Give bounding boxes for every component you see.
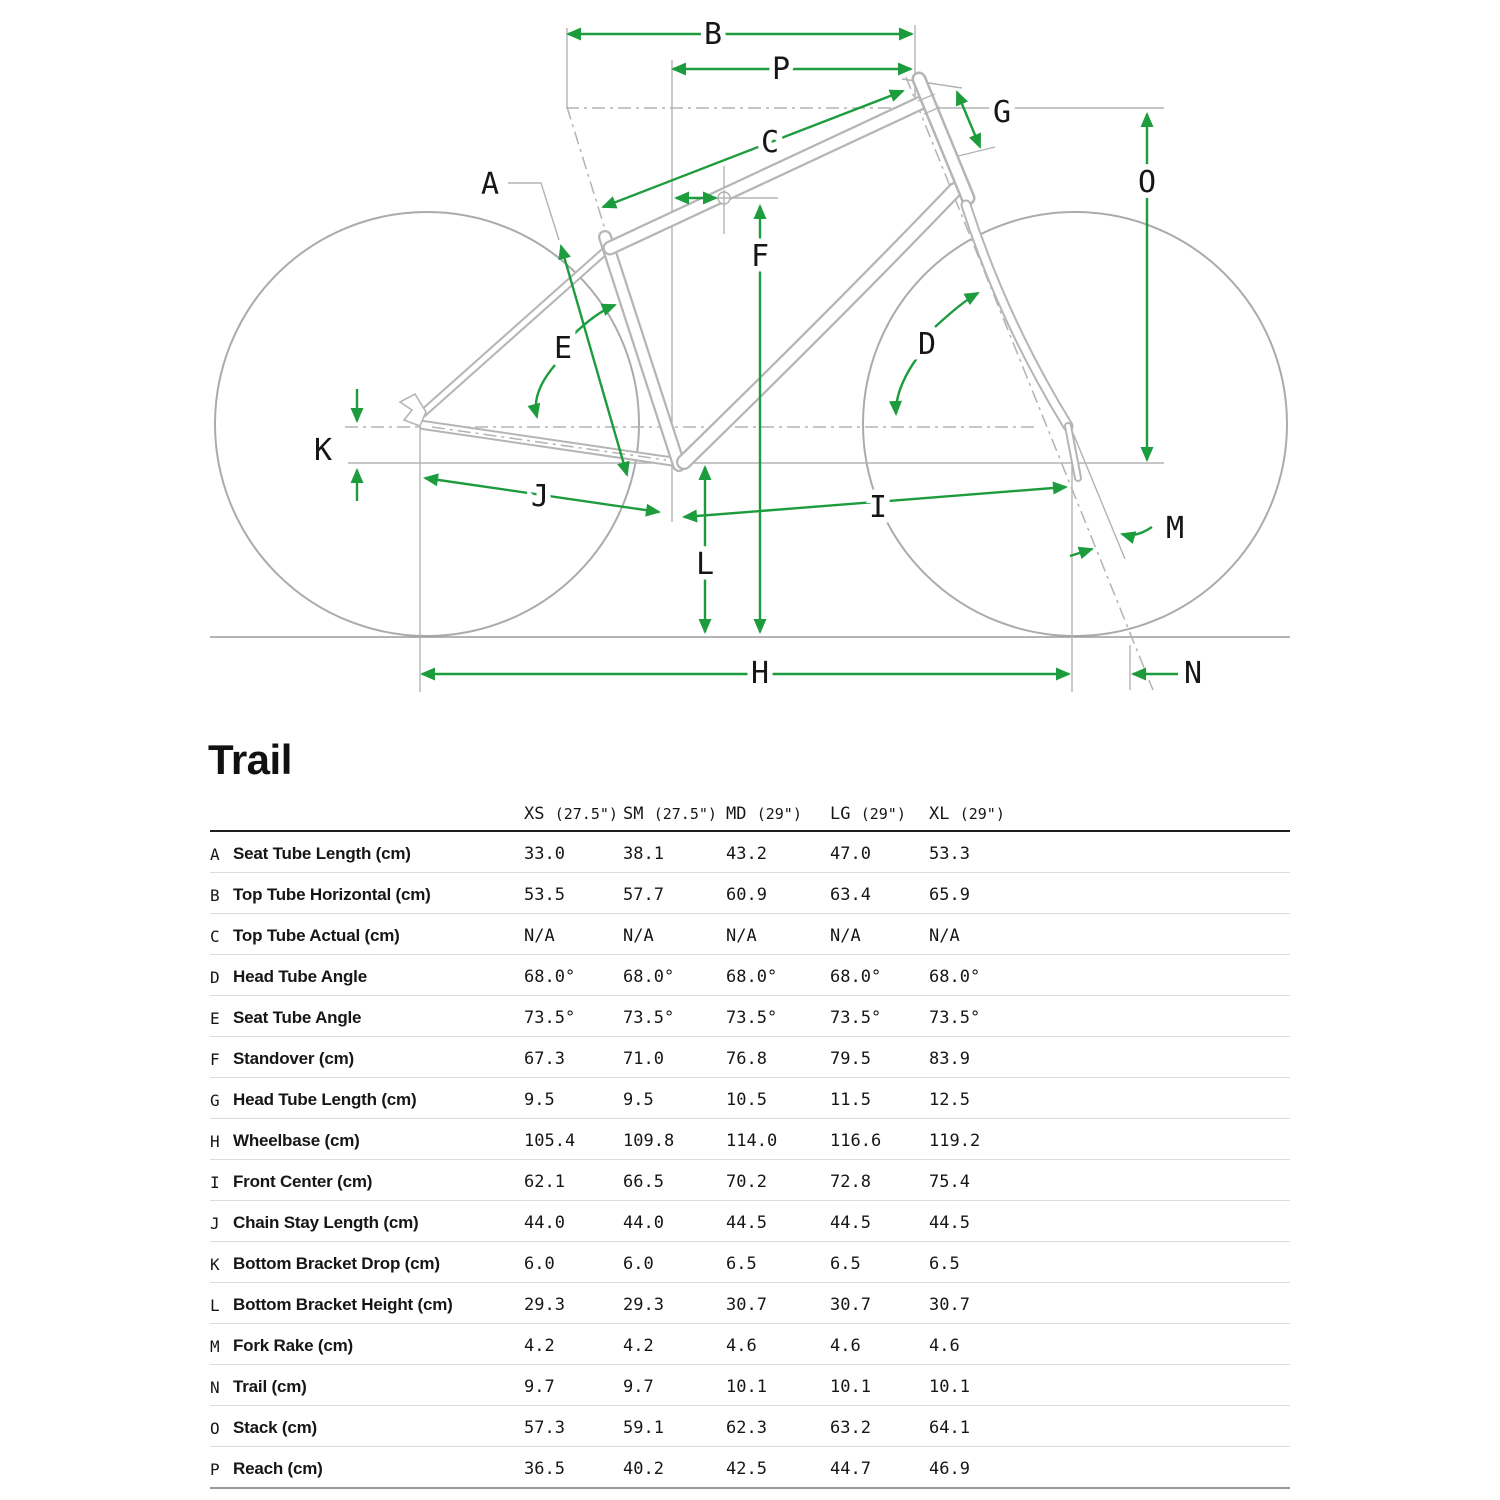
row-value-lg: 11.5 [830,1090,871,1110]
dim-E-seat-angle-arc-upper [571,305,615,337]
row-value-md: 62.3 [726,1418,767,1438]
row-name: Standover (cm) [233,1049,354,1068]
row-value-xl: 68.0° [929,967,981,987]
row-value-xl: 65.9 [929,885,970,905]
row-name: Chain Stay Length (cm) [233,1213,419,1232]
construction-lines [345,25,1164,692]
table-row-f [210,1037,1290,1078]
table-row-b [210,873,1290,914]
row-letter: F [210,1050,220,1069]
row-value-sm: 57.7 [623,885,664,905]
column-header-xl: XL (29") [929,804,1005,824]
row-letter: H [210,1132,220,1151]
header-spacer-letter [210,824,233,830]
column-header-lg: LG (29") [830,804,906,824]
table-row-m [210,1324,1290,1365]
row-value-md: 60.9 [726,885,767,905]
row-value-sm: 6.0 [623,1254,654,1274]
row-letter: K [210,1255,220,1274]
row-value-xl: 12.5 [929,1090,970,1110]
row-name: Seat Tube Angle [233,1008,362,1027]
row-value-lg: N/A [830,926,861,946]
row-value-md: 44.5 [726,1213,767,1233]
row-value-xl: 10.1 [929,1377,970,1397]
row-value-sm: 73.5° [623,1008,675,1028]
row-value-xs: 33.0 [524,844,565,864]
row-letter: P [210,1460,220,1479]
row-value-xl: 64.1 [929,1418,970,1438]
row-value-xs: 62.1 [524,1172,565,1192]
row-value-lg: 63.2 [830,1418,871,1438]
row-letter: J [210,1214,220,1233]
dim-label-k: K [313,433,333,468]
row-value-md: 68.0° [726,967,778,987]
wheels [215,212,1287,636]
row-name: Bottom Bracket Height (cm) [233,1295,453,1314]
dim-label-p: P [771,52,791,87]
row-name: Wheelbase (cm) [233,1131,360,1150]
row-value-xl: 6.5 [929,1254,960,1274]
row-letter: L [210,1296,220,1315]
row-value-xl: 44.5 [929,1213,970,1233]
row-value-xs: 9.5 [524,1090,555,1110]
table-row-d [210,955,1290,996]
row-value-lg: 44.7 [830,1459,871,1479]
row-value-xs: N/A [524,926,555,946]
row-value-sm: N/A [623,926,654,946]
row-value-lg: 4.6 [830,1336,861,1356]
row-value-sm: 29.3 [623,1295,664,1315]
row-value-sm: 40.2 [623,1459,664,1479]
row-value-sm: 71.0 [623,1049,664,1069]
table-row-c [210,914,1290,955]
row-value-md: 10.5 [726,1090,767,1110]
row-letter: I [210,1173,220,1192]
row-letter: G [210,1091,220,1110]
row-value-lg: 6.5 [830,1254,861,1274]
row-value-sm: 9.7 [623,1377,654,1397]
header-spacer-name [233,824,524,830]
table-row-k [210,1242,1290,1283]
row-value-lg: 72.8 [830,1172,871,1192]
table-row-i [210,1160,1290,1201]
row-value-md: 43.2 [726,844,767,864]
dim-label-b: B [703,17,723,52]
rear-dropout [400,394,426,426]
dim-M-axis-pointer [1070,549,1092,556]
table-header-row [210,802,1290,832]
table-row-a [210,832,1290,873]
row-value-xs: 67.3 [524,1049,565,1069]
column-header-sm: SM (27.5") [623,804,717,824]
dim-label-l: L [695,547,715,582]
row-value-xs: 68.0° [524,967,576,987]
table-row-p [210,1447,1290,1489]
table-row-l [210,1283,1290,1324]
front-wheel [863,212,1287,636]
row-value-md: 30.7 [726,1295,767,1315]
row-value-sm: 38.1 [623,844,664,864]
row-value-lg: 44.5 [830,1213,871,1233]
row-value-md: 114.0 [726,1131,778,1151]
dim-label-d: D [917,327,937,362]
dim-label-i: I [868,490,888,525]
row-name: Head Tube Angle [233,967,367,986]
dim-label-h: H [750,656,770,691]
table-row-o [210,1406,1290,1447]
row-value-xs: 6.0 [524,1254,555,1274]
row-value-md: 76.8 [726,1049,767,1069]
table-row-g [210,1078,1290,1119]
column-header-md: MD (29") [726,804,802,824]
dim-label-o: O [1137,165,1157,200]
row-value-xs: 105.4 [524,1131,576,1151]
dim-label-f: F [750,239,770,274]
row-value-lg: 68.0° [830,967,882,987]
row-value-sm: 4.2 [623,1336,654,1356]
dim-label-m: M [1165,511,1185,546]
dim-label-g: G [992,95,1012,130]
table-row-n [210,1365,1290,1406]
row-name: Top Tube Actual (cm) [233,926,400,945]
row-value-md: 10.1 [726,1377,767,1397]
dim-M-fork-rake-leader [1122,527,1152,535]
row-value-lg: 10.1 [830,1377,871,1397]
row-value-xl: 75.4 [929,1172,970,1192]
dim-G-head-tube-length [957,92,980,147]
row-name: Trail (cm) [233,1377,307,1396]
row-value-xs: 44.0 [524,1213,565,1233]
row-letter: D [210,968,220,987]
row-name: Front Center (cm) [233,1172,373,1191]
dim-label-n: N [1183,656,1203,691]
row-name: Bottom Bracket Drop (cm) [233,1254,440,1273]
row-letter: N [210,1378,220,1397]
row-name: Head Tube Length (cm) [233,1090,417,1109]
row-letter: A [210,845,220,864]
row-value-xs: 53.5 [524,885,565,905]
row-value-xs: 36.5 [524,1459,565,1479]
dim-D-head-angle-arc-upper [935,293,978,327]
row-value-xl: N/A [929,926,960,946]
row-letter: O [210,1419,220,1438]
column-header-xs: XS (27.5") [524,804,618,824]
row-value-md: 4.6 [726,1336,757,1356]
dim-label-e: E [553,331,573,366]
row-value-xl: 4.6 [929,1336,960,1356]
row-value-lg: 116.6 [830,1131,882,1151]
row-value-md: 6.5 [726,1254,757,1274]
row-value-sm: 59.1 [623,1418,664,1438]
dim-E-seat-angle-arc-lower [536,365,555,417]
row-name: Seat Tube Length (cm) [233,844,411,863]
row-value-xs: 29.3 [524,1295,565,1315]
row-value-xl: 30.7 [929,1295,970,1315]
row-value-xl: 119.2 [929,1131,981,1151]
row-name: Reach (cm) [233,1459,323,1478]
row-value-lg: 30.7 [830,1295,871,1315]
table-row-e [210,996,1290,1037]
row-value-xs: 73.5° [524,1008,576,1028]
dim-label-j: J [530,479,550,514]
row-value-md: N/A [726,926,757,946]
row-value-sm: 44.0 [623,1213,664,1233]
row-name: Stack (cm) [233,1418,317,1437]
row-value-lg: 73.5° [830,1008,882,1028]
row-value-lg: 79.5 [830,1049,871,1069]
row-value-xs: 57.3 [524,1418,565,1438]
dim-label-a: A [480,167,500,202]
row-value-md: 42.5 [726,1459,767,1479]
page-title: Trail [208,736,292,783]
row-value-xl: 83.9 [929,1049,970,1069]
row-value-sm: 109.8 [623,1131,675,1151]
row-value-sm: 68.0° [623,967,675,987]
row-value-md: 70.2 [726,1172,767,1192]
row-value-sm: 9.5 [623,1090,654,1110]
row-name: Fork Rake (cm) [233,1336,354,1355]
row-value-xl: 53.3 [929,844,970,864]
row-value-xs: 9.7 [524,1377,555,1397]
row-value-xl: 46.9 [929,1459,970,1479]
row-name: Top Tube Horizontal (cm) [233,885,431,904]
row-value-md: 73.5° [726,1008,778,1028]
row-letter: M [210,1337,220,1356]
row-letter: C [210,927,220,946]
table-row-h [210,1119,1290,1160]
dimension-labels [314,17,1202,691]
row-letter: E [210,1009,220,1028]
dim-D-head-angle-arc-lower [896,358,917,414]
row-value-xs: 4.2 [524,1336,555,1356]
geometry-table [210,802,1290,1489]
table-row-j [210,1201,1290,1242]
row-value-lg: 63.4 [830,885,871,905]
row-value-xl: 73.5° [929,1008,981,1028]
bike-geometry-diagram [0,0,1500,720]
row-value-sm: 66.5 [623,1172,664,1192]
dim-label-c: C [760,125,780,160]
row-value-lg: 47.0 [830,844,871,864]
row-letter: B [210,886,220,905]
